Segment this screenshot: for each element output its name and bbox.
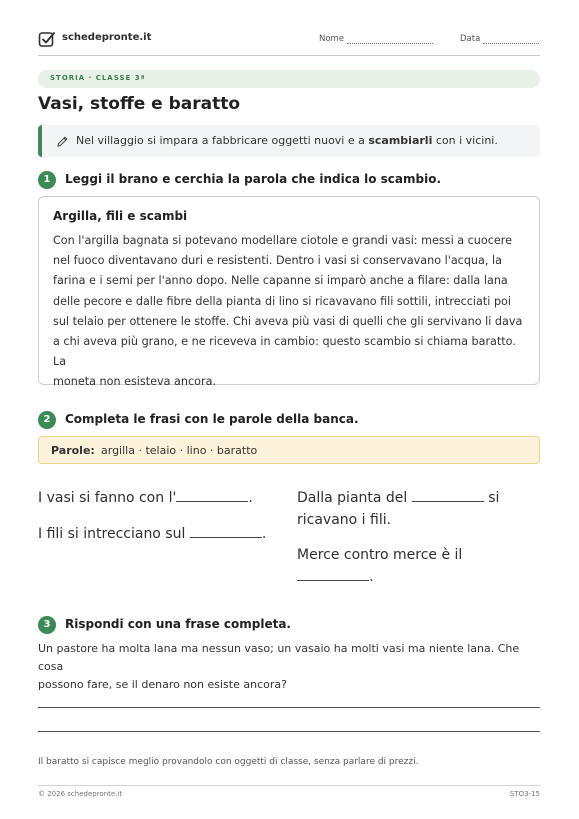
answer-blank[interactable] [412, 488, 484, 502]
prompt-line: possono fare, se il denaro non esiste ancora? [38, 678, 287, 691]
name-field[interactable] [319, 34, 433, 44]
name-label: Nome [319, 34, 345, 44]
sentence-text: I fili si intrecciano sul [38, 526, 190, 542]
prompt-line: Un pastore ha molta lana ma nessun vaso; un vasaio ha molti vasi ma niente lana. Che cosa [38, 642, 520, 673]
word-bank [38, 436, 540, 464]
sentence-end: . [248, 490, 253, 506]
passage-line: moneta non esisteva ancora. [53, 375, 216, 389]
passage-title: Argilla, fili e scambi [53, 209, 188, 223]
sentence-text: si [483, 490, 500, 506]
passage-line: farina e i semi per l'anno dopo. Nelle capanne si imparò anche a filare: dalla lana [53, 274, 508, 288]
word-bank-label: Parole: [51, 444, 95, 457]
copyright: © 2026 schedepronte.it [38, 790, 123, 798]
passage-line: nel fuoco diventavano duri e resistenti. Dentro i vasi si conservavano l'acqua, la [53, 254, 502, 268]
intro-text-bold: scambiarli [368, 134, 433, 147]
question-2-text: Completa le frasi con le parole della banca. [65, 412, 359, 426]
sentence-text: I vasi si fanno con l' [38, 490, 177, 506]
answer-blank[interactable] [297, 567, 369, 581]
sentence-text: ricavano i fili. [297, 512, 392, 528]
sentence-end: . [369, 569, 374, 585]
question-3-prompt [38, 640, 540, 694]
sentence-end: . [261, 526, 267, 542]
intro-text [76, 134, 498, 147]
fill-sentence-2 [38, 523, 266, 545]
question-1-number: 1 [38, 171, 56, 189]
reading-passage [38, 196, 540, 389]
date-label: Data [460, 34, 481, 44]
teacher-note: Il baratto si capisce meglio provandolo con oggetti di classe, senza parlare di prezzi. [38, 757, 419, 767]
page-title: Vasi, stoffe e baratto [38, 94, 241, 114]
intro-text-before: Nel villaggio si impara a fabbricare oggetti nuovi e a [76, 134, 369, 147]
passage-line: Con l'argilla bagnata si potevano modellare ciotole e grandi vasi: messi a cuocere [53, 234, 512, 247]
answer-line[interactable] [38, 731, 540, 732]
question-3-text: Rispondi con una frase completa. [65, 617, 291, 631]
subject-bar [38, 70, 540, 88]
worksheet-code: STO3-15 [509, 790, 540, 798]
date-blank[interactable] [483, 35, 539, 44]
fill-sentence-3 [297, 487, 537, 531]
intro-text-after: con i vicini. [432, 134, 498, 147]
passage-line: sul telaio per ottenere le stoffe. Chi aveva più vasi di quelli che gli servivano li dava [53, 314, 523, 328]
page-header [38, 30, 540, 56]
fill-sentence-1 [38, 487, 253, 509]
word-bank-words: argilla · telaio · lino · baratto [101, 444, 258, 457]
question-3-number: 3 [38, 616, 56, 634]
answer-blank[interactable] [176, 488, 248, 502]
sentence-text: Dalla pianta del [297, 490, 412, 506]
fill-sentence-4 [297, 544, 537, 588]
footer-divider [38, 785, 540, 786]
passage-text [53, 231, 527, 393]
passage-line: delle pecore e dalle fibre della pianta di lino si ricavavano fili sottili, intrecciati poi [53, 294, 511, 308]
answer-line[interactable] [38, 707, 540, 708]
brand-name: schedepronte.it [62, 32, 152, 43]
name-blank[interactable] [347, 35, 433, 44]
passage-line: a chi aveva più grano, e ne riceveva in cambio: questo scambio si chiama baratto. La [53, 335, 516, 369]
sentence-text: Merce contro merce è il [297, 547, 463, 563]
subject-label: STORIA · CLASSE 3ª [50, 74, 146, 82]
question-1-text: Leggi il brano e cerchia la parola che indica lo scambio. [65, 172, 442, 186]
answer-blank[interactable] [190, 524, 262, 538]
pencil-icon [56, 135, 69, 148]
question-2-number: 2 [38, 411, 56, 429]
checkbox-logo-icon [38, 30, 56, 48]
date-field[interactable] [460, 34, 539, 44]
intro-box [38, 125, 540, 157]
